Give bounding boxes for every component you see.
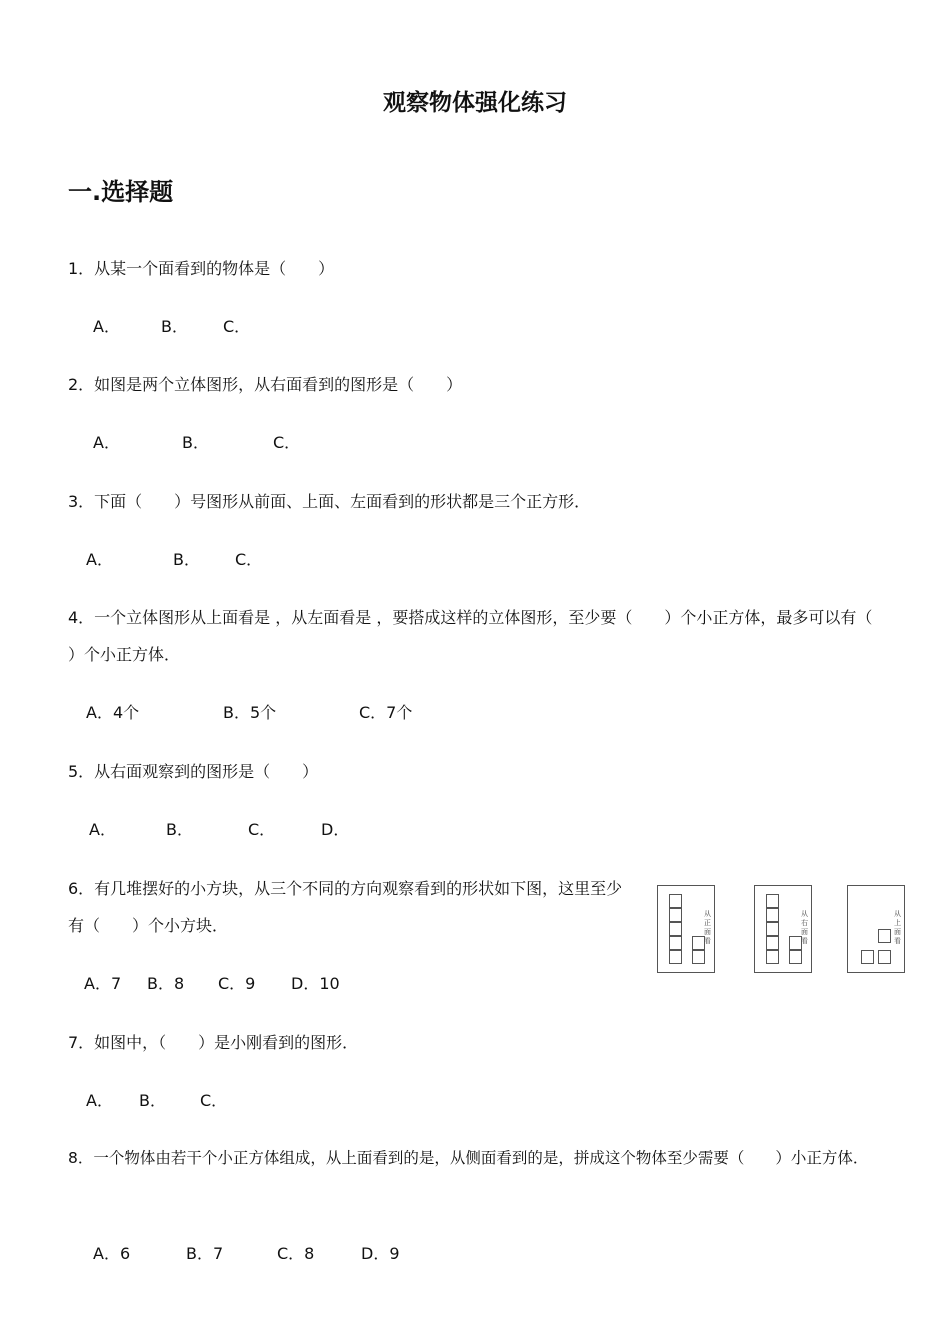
- q8-option-a[interactable]: A．6: [93, 1244, 131, 1263]
- cube: [669, 936, 682, 950]
- top-view-figure: [847, 885, 905, 973]
- cube: [766, 894, 779, 908]
- question-4-line-2: ）个小正方体．: [68, 645, 181, 664]
- q4-option-c[interactable]: C．7个: [359, 703, 413, 722]
- cube: [669, 950, 682, 964]
- q2-option-c[interactable]: C．: [273, 433, 301, 452]
- right-view-label: 从右面看: [801, 910, 808, 945]
- cube: [861, 950, 874, 964]
- q2-option-a[interactable]: A．: [93, 433, 120, 452]
- q6-option-b[interactable]: B．8: [147, 974, 185, 993]
- question-8: 8．一个物体由若干个小正方体组成，从上面看到的是，从侧面看到的是，拼成这个物体至少需要（ ）小正方体．: [68, 1149, 869, 1167]
- top-view-label: 从上面看: [894, 910, 901, 945]
- q5-option-b[interactable]: B．: [166, 820, 193, 839]
- page-title: 观察物体强化练习: [383, 90, 567, 116]
- cube: [669, 894, 682, 908]
- q1-option-b[interactable]: B．: [161, 317, 188, 336]
- q8-option-c[interactable]: C．8: [277, 1244, 315, 1263]
- cube: [669, 922, 682, 936]
- right-view-figure: [754, 885, 812, 973]
- q8-option-b[interactable]: B．7: [186, 1244, 224, 1263]
- question-3: 3．下面（ ）号图形从前面、上面、左面看到的形状都是三个正方形．: [68, 492, 591, 511]
- question-6-line-1: 6．有几堆摆好的小方块，从三个不同的方向观察看到的形状如下图，这里至少: [68, 879, 623, 898]
- cube: [766, 908, 779, 922]
- q2-option-b[interactable]: B．: [182, 433, 209, 452]
- q3-option-c[interactable]: C．: [235, 550, 263, 569]
- q6-option-d[interactable]: D．10: [291, 974, 340, 993]
- q6-option-a[interactable]: A．7: [84, 974, 122, 993]
- q4-option-a[interactable]: A．4个: [86, 703, 140, 722]
- question-5: 5．从右面观察到的图形是（ ）: [68, 762, 319, 781]
- q4-option-b[interactable]: B．5个: [223, 703, 277, 722]
- q8-option-d[interactable]: D．9: [361, 1244, 400, 1263]
- q7-option-b[interactable]: B．: [139, 1091, 166, 1110]
- cube: [766, 922, 779, 936]
- q7-option-a[interactable]: A．: [86, 1091, 113, 1110]
- q6-option-c[interactable]: C．9: [218, 974, 256, 993]
- cube: [692, 950, 705, 964]
- question-1: 1．从某一个面看到的物体是（ ）: [68, 259, 335, 278]
- question-6-line-2: 有（ ）个小方块．: [68, 916, 229, 935]
- section-heading: 一.选择题: [68, 178, 174, 206]
- front-view-label: 从正面看: [704, 910, 711, 945]
- question-7: 7．如图中，（ ）是小刚看到的图形．: [68, 1033, 359, 1052]
- q1-option-a[interactable]: A．: [93, 317, 120, 336]
- front-view-figure: [657, 885, 715, 973]
- cube: [878, 929, 891, 943]
- q5-option-a[interactable]: A．: [89, 820, 116, 839]
- q5-option-d[interactable]: D．: [321, 820, 350, 839]
- q3-option-a[interactable]: A．: [86, 550, 113, 569]
- question-4-line-1: 4．一个立体图形从上面看是 ，从左面看是 ，要搭成这样的立体图形，至少要（ ）个小正方体，最多可以有（: [68, 608, 873, 627]
- cube: [878, 950, 891, 964]
- q7-option-c[interactable]: C．: [200, 1091, 228, 1110]
- question-2: 2．如图是两个立体图形，从右面看到的图形是（ ）: [68, 375, 463, 394]
- cube: [669, 908, 682, 922]
- q5-option-c[interactable]: C．: [248, 820, 276, 839]
- cube: [789, 950, 802, 964]
- cube: [766, 950, 779, 964]
- q3-option-b[interactable]: B．: [173, 550, 200, 569]
- q1-option-c[interactable]: C．: [223, 317, 251, 336]
- cube: [766, 936, 779, 950]
